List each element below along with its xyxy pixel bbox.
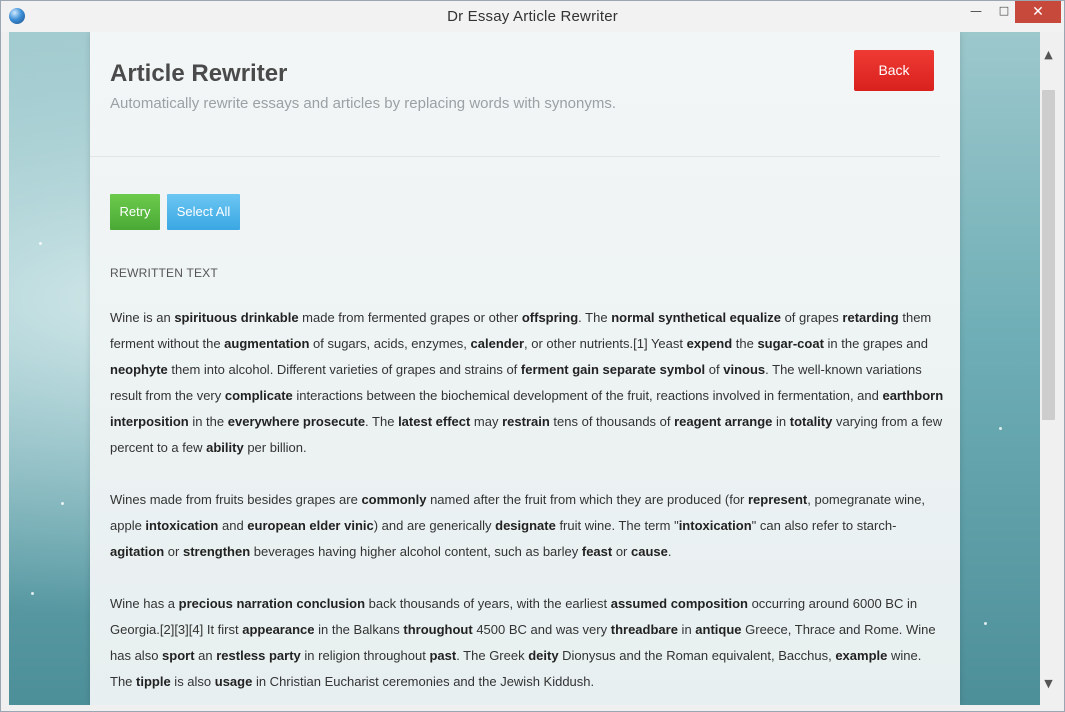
text-segment: or bbox=[612, 544, 632, 559]
select-all-button[interactable]: Select All bbox=[167, 194, 240, 230]
replaced-word[interactable]: sugar-coat bbox=[757, 336, 824, 351]
replaced-word[interactable]: represent bbox=[748, 492, 808, 507]
text-segment: . The bbox=[578, 310, 612, 325]
text-segment: in the bbox=[188, 414, 228, 429]
app-background bbox=[9, 32, 1040, 705]
content-panel bbox=[90, 32, 960, 705]
replaced-word[interactable]: earthborn interposition bbox=[110, 388, 944, 429]
window-title: Dr Essay Article Rewriter bbox=[447, 8, 618, 25]
text-segment: wine. The bbox=[110, 648, 922, 689]
text-segment: beverages having higher alcohol content, such as barley bbox=[250, 544, 582, 559]
text-segment: varying from a few percent to a few bbox=[110, 414, 943, 455]
text-segment: " can also refer to starch- bbox=[751, 518, 897, 533]
replaced-word[interactable]: strengthen bbox=[182, 544, 251, 559]
replaced-word[interactable]: ability bbox=[206, 440, 244, 455]
replaced-word[interactable]: complicate bbox=[224, 388, 293, 403]
section-label: REWRITTEN TEXT bbox=[110, 266, 218, 280]
text-segment: in religion throughout bbox=[300, 648, 430, 663]
text-segment: . bbox=[667, 544, 672, 559]
text-segment: in the grapes and bbox=[823, 336, 928, 351]
text-segment: ) and are generically bbox=[373, 518, 496, 533]
text-segment: them ferment without the bbox=[110, 310, 932, 351]
rewritten-text[interactable] bbox=[110, 305, 945, 705]
text-segment: them into alcohol. Different varieties of grapes and strains of bbox=[167, 362, 521, 377]
divider bbox=[90, 156, 940, 157]
paragraph bbox=[110, 487, 945, 565]
text-segment: . The bbox=[365, 414, 399, 429]
text-segment: interactions between the biochemical development of the fruit, reactions involved in fermentation, and bbox=[292, 388, 883, 403]
text-segment: in Christian Eucharist ceremonies and the Jewish Kiddush. bbox=[252, 674, 595, 689]
replaced-word[interactable]: expend bbox=[686, 336, 733, 351]
text-segment: per billion. bbox=[243, 440, 307, 455]
text-segment: 4500 BC and was very bbox=[472, 622, 611, 637]
replaced-word[interactable]: calender bbox=[470, 336, 525, 351]
page-subtitle: Automatically rewrite essays and articles by replacing words with synonyms. bbox=[110, 95, 617, 112]
text-segment: Greece, Thrace and Rome. Wine has also bbox=[110, 622, 936, 663]
replaced-word[interactable]: ferment gain separate symbol bbox=[520, 362, 706, 377]
replaced-word[interactable]: restless party bbox=[216, 648, 301, 663]
text-segment: Wine has a bbox=[110, 596, 179, 611]
text-segment: an bbox=[194, 648, 217, 663]
text-segment: made from fermented grapes or other bbox=[298, 310, 522, 325]
text-segment: named after the fruit from which they are produced (for bbox=[426, 492, 748, 507]
replaced-word[interactable]: example bbox=[835, 648, 888, 663]
replaced-word[interactable]: cause bbox=[631, 544, 668, 559]
title-bar[interactable] bbox=[1, 1, 1064, 32]
replaced-word[interactable]: designate bbox=[495, 518, 556, 533]
replaced-word[interactable]: european elder vinic bbox=[247, 518, 374, 533]
replaced-word[interactable]: intoxication bbox=[678, 518, 752, 533]
replaced-word[interactable]: deity bbox=[528, 648, 559, 663]
replaced-word[interactable]: normal synthetical equalize bbox=[611, 310, 781, 325]
text-segment: of bbox=[705, 362, 724, 377]
replaced-word[interactable]: tipple bbox=[136, 674, 171, 689]
replaced-word[interactable]: commonly bbox=[361, 492, 427, 507]
replaced-word[interactable]: threadbare bbox=[610, 622, 678, 637]
maximize-button[interactable]: □ bbox=[998, 4, 1010, 17]
scroll-thumb[interactable] bbox=[1042, 90, 1055, 420]
text-segment: and bbox=[218, 518, 248, 533]
replaced-word[interactable]: appearance bbox=[242, 622, 315, 637]
back-button[interactable]: Back bbox=[854, 50, 934, 91]
scroll-down-icon[interactable]: ▼ bbox=[1044, 677, 1053, 690]
paragraph bbox=[110, 305, 945, 461]
replaced-word[interactable]: spirituous drinkable bbox=[174, 310, 299, 325]
replaced-word[interactable]: sport bbox=[162, 648, 195, 663]
text-segment: in bbox=[772, 414, 790, 429]
replaced-word[interactable]: antique bbox=[695, 622, 742, 637]
text-segment: occurring around 6000 BC in Georgia.[2][3][4] It first bbox=[110, 596, 918, 637]
text-segment: may bbox=[470, 414, 503, 429]
text-segment: fruit wine. The term " bbox=[555, 518, 679, 533]
replaced-word[interactable]: agitation bbox=[110, 544, 165, 559]
paragraph bbox=[110, 591, 945, 695]
sparkle bbox=[61, 502, 64, 505]
close-button[interactable]: ✕ bbox=[1015, 1, 1061, 23]
replaced-word[interactable]: retarding bbox=[842, 310, 899, 325]
text-segment: of sugars, acids, enzymes, bbox=[309, 336, 471, 351]
replaced-word[interactable]: intoxication bbox=[145, 518, 219, 533]
replaced-word[interactable]: restrain bbox=[502, 414, 550, 429]
page-title: Article Rewriter bbox=[110, 60, 288, 87]
text-segment: tens of thousands of bbox=[549, 414, 675, 429]
retry-button[interactable]: Retry bbox=[110, 194, 160, 230]
replaced-word[interactable]: neophyte bbox=[110, 362, 168, 377]
sparkle bbox=[999, 427, 1002, 430]
sparkle bbox=[984, 622, 987, 625]
replaced-word[interactable]: latest effect bbox=[398, 414, 471, 429]
replaced-word[interactable]: offspring bbox=[521, 310, 579, 325]
vertical-scrollbar[interactable] bbox=[1040, 32, 1057, 705]
replaced-word[interactable]: assumed composition bbox=[610, 596, 748, 611]
replaced-word[interactable]: past bbox=[429, 648, 457, 663]
sparkle bbox=[39, 242, 42, 245]
text-segment: Wines made from fruits besides grapes are bbox=[110, 492, 362, 507]
text-segment: Dionysus and the Roman equivalent, Bacchus, bbox=[558, 648, 836, 663]
replaced-word[interactable]: precious narration conclusion bbox=[178, 596, 366, 611]
text-segment: or bbox=[164, 544, 183, 559]
replaced-word[interactable]: reagent arrange bbox=[674, 414, 773, 429]
replaced-word[interactable]: totality bbox=[789, 414, 833, 429]
minimize-button[interactable]: — bbox=[970, 4, 982, 18]
replaced-word[interactable]: feast bbox=[581, 544, 613, 559]
text-segment: Wine is an bbox=[110, 310, 175, 325]
text-segment: . The well-known variations result from the very bbox=[110, 362, 922, 403]
replaced-word[interactable]: everywhere prosecute bbox=[227, 414, 366, 429]
text-segment: is also bbox=[170, 674, 215, 689]
scroll-up-icon[interactable]: ▲ bbox=[1044, 48, 1053, 61]
text-segment: in the Balkans bbox=[314, 622, 404, 637]
text-segment: the bbox=[732, 336, 758, 351]
replaced-word[interactable]: throughout bbox=[403, 622, 473, 637]
text-segment: in bbox=[677, 622, 696, 637]
replaced-word[interactable]: usage bbox=[214, 674, 253, 689]
replaced-word[interactable]: vinous bbox=[723, 362, 766, 377]
text-segment: of grapes bbox=[780, 310, 843, 325]
text-segment: . The Greek bbox=[456, 648, 529, 663]
text-segment: back thousands of years, with the earliest bbox=[365, 596, 611, 611]
text-segment: , pomegranate wine, apple bbox=[110, 492, 926, 533]
text-segment: , or other nutrients.[1] Yeast bbox=[524, 336, 687, 351]
replaced-word[interactable]: augmentation bbox=[224, 336, 310, 351]
sparkle bbox=[31, 592, 34, 595]
